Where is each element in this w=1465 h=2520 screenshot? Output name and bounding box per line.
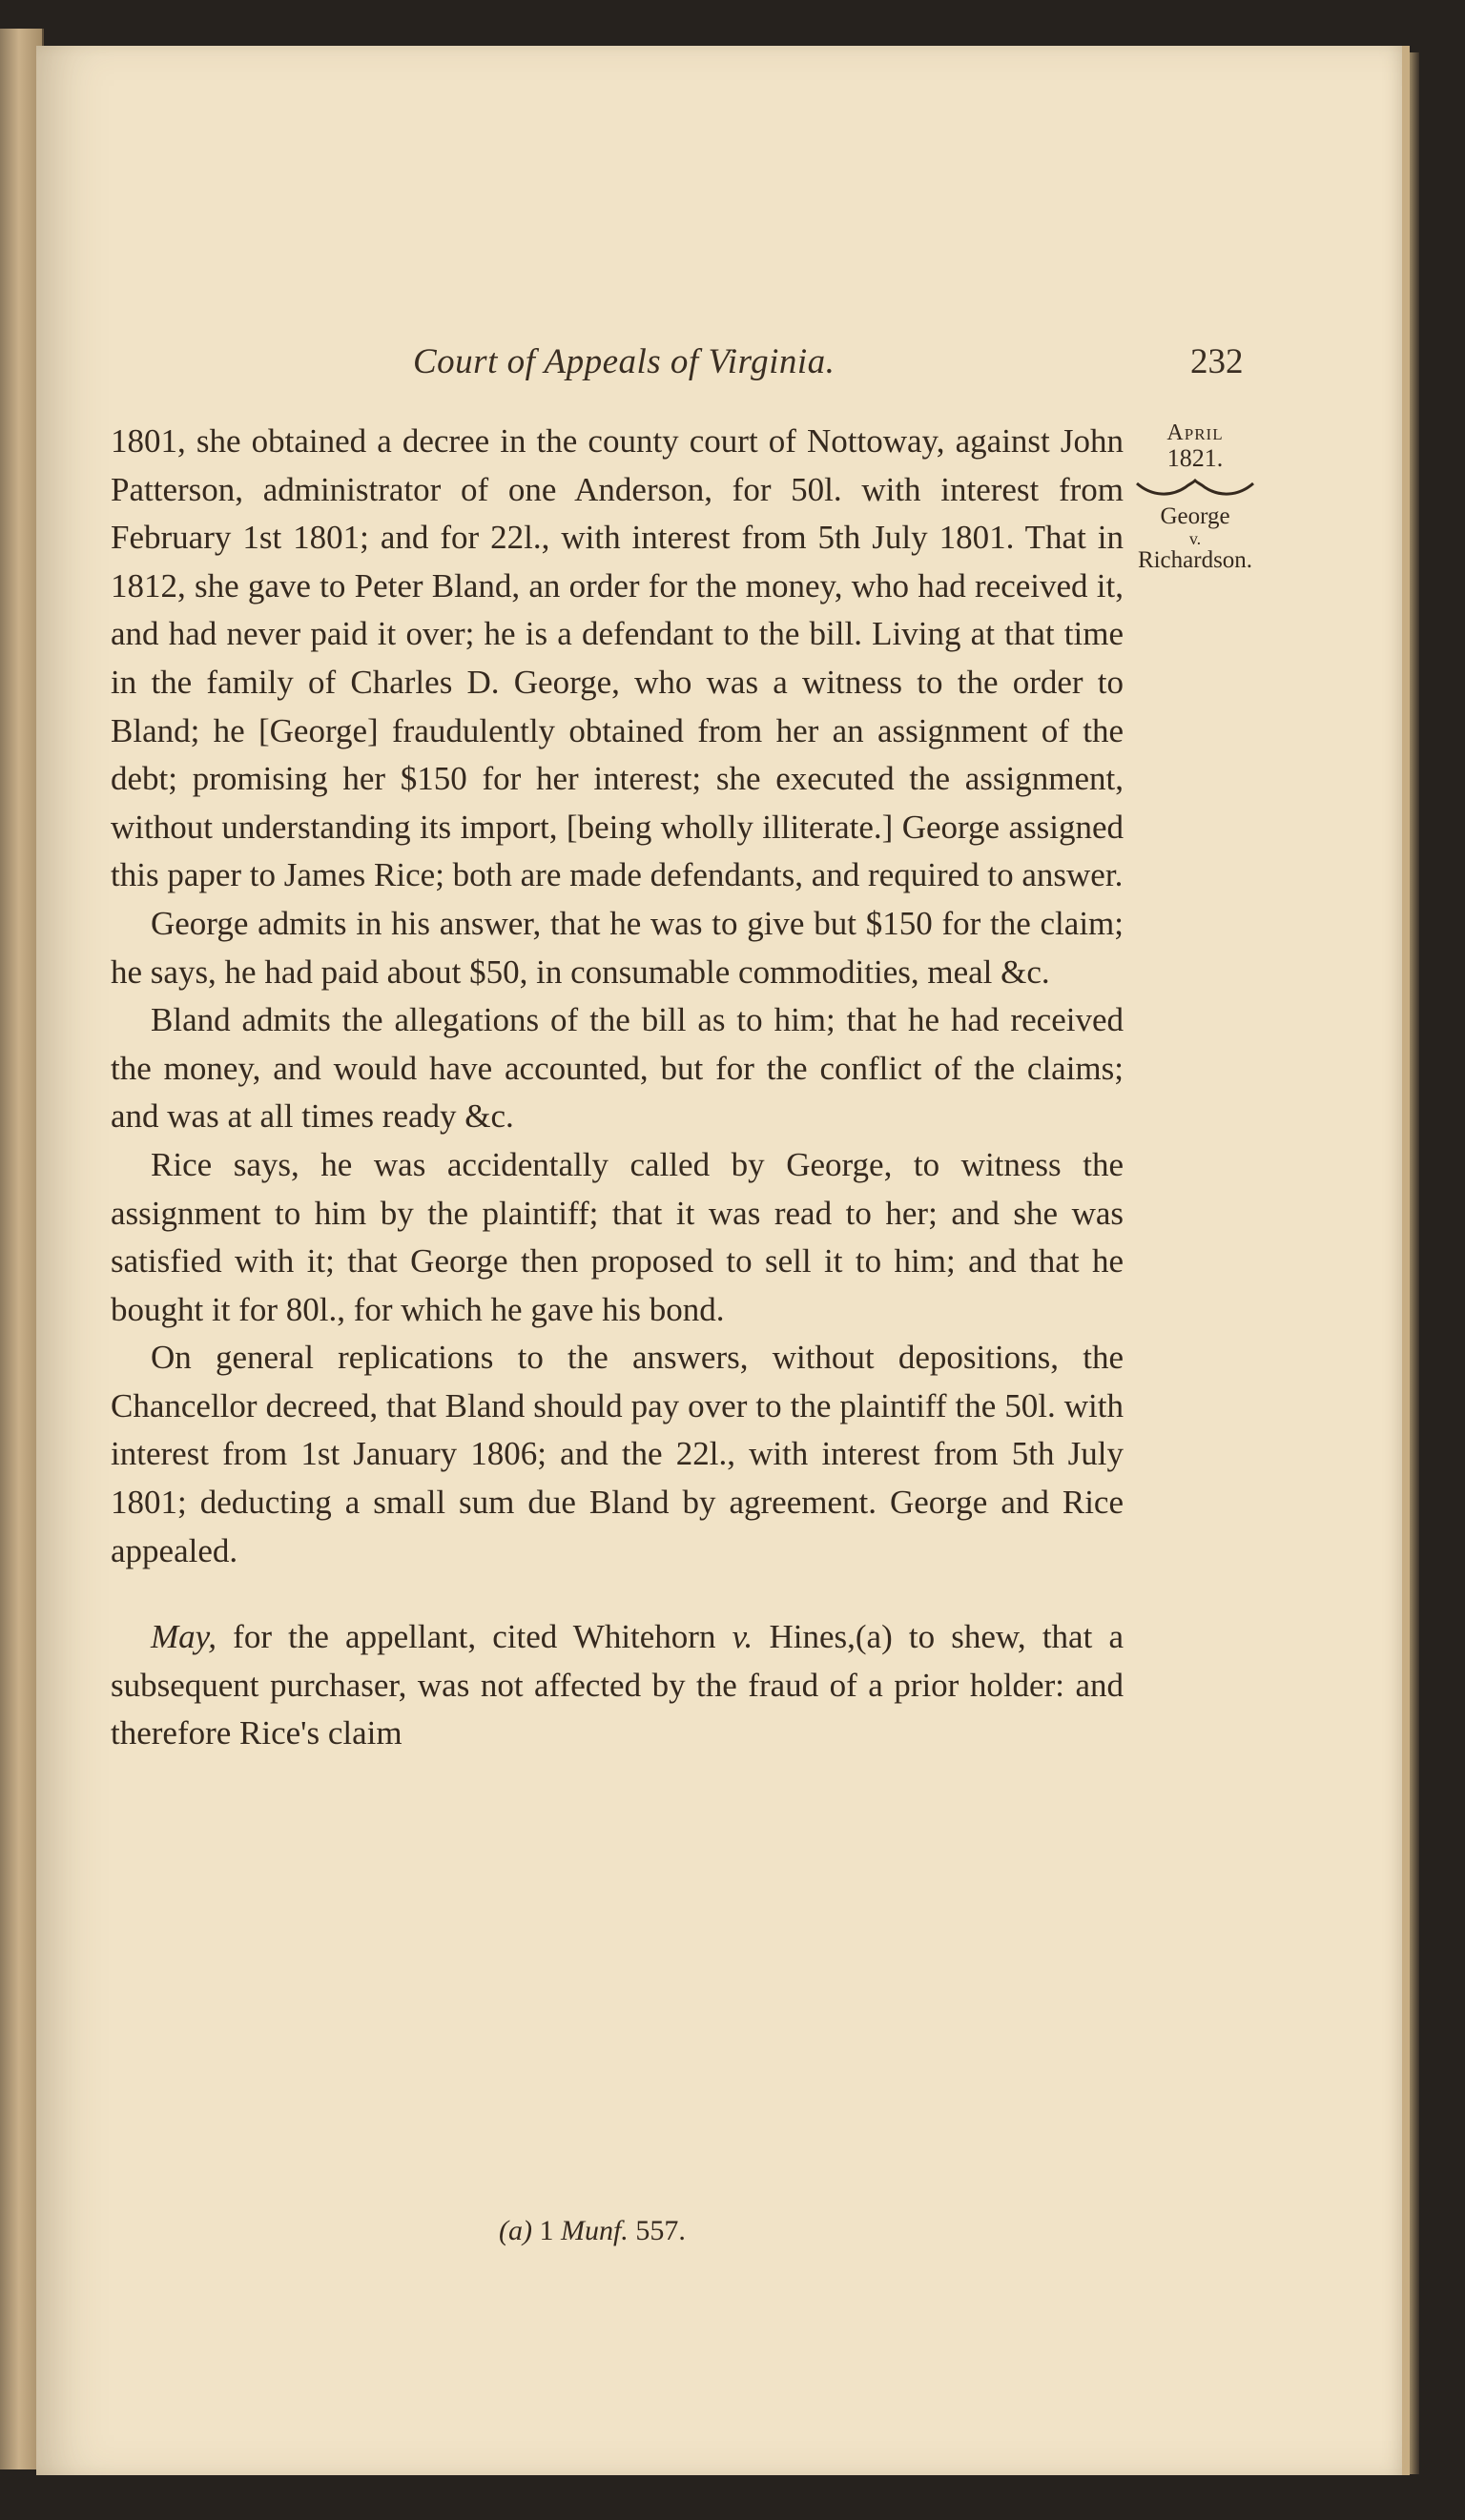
brace-ornament [1133,478,1257,499]
margin-note [1109,420,1281,575]
footnote-marker: (a) [499,2215,532,2246]
book-page [36,46,1410,2475]
counsel-name: May, [151,1618,217,1656]
paragraph-1: 1801, she obtained a decree in the county court of Nottoway, against John Patterson, administrator of one Anderson, for 50l. with interest from February 1st 1801; and for 22l., with interest from 5th July 1801. That in 1812, she gave to Peter Bland, an order for the money, who had received it, and had never paid it over; he is a defendant to the bill. Living at that time in the family of Charles D. George, who was a witness to the order to Bland; he [George] fraudulently obtained from her an assignment of the debt; promising her $150 for her interest; she executed the assignment, without understanding its import, [being wholly illiterate.] George assigned this paper to James Rice; both are made defendants, and required to answer. [111,422,1124,894]
paragraph-2: George admits in his answer, that he was to give but $150 for the claim; he says, he had paid about $50, in consumable commodities, meal &c. [111,904,1124,991]
margin-note-party-1: George [1160,503,1230,529]
running-title: Court of Appeals of Virginia. [413,342,836,381]
paragraph-4: Rice says, he was accidentally called by George, to witness the assignment to him by the plaintiff; that it was read to her; and she was satisfied with it; that George then proposed to sell it to him; and that he bought it for 80l., for which he gave his bond. [111,1145,1124,1328]
footnote [499,2215,686,2247]
paragraph-6-text-b: Hines,(a) to shew, that a subsequent purchaser, was not affected by the fraud of a prior holder: and therefore Rice's claim [111,1618,1125,1752]
page-number: 232 [1190,342,1244,381]
paragraph-3: Bland admits the allegations of the bill as to him; that he had received the money, and would have accounted, but for the conflict of the claims; and was at all times ready &c. [111,1001,1124,1136]
footnote-volume: 1 [539,2215,554,2246]
running-head [36,341,1402,389]
margin-note-month: April [1166,420,1224,445]
footnote-reporter: Munf. [560,2215,629,2246]
margin-note-versus: v. [1188,529,1202,548]
paragraph-6-text-a: for the appellant, cited Whitehorn [217,1618,732,1656]
footnote-page: 557. [635,2215,686,2246]
versus-abbrev: v. [732,1618,753,1656]
paragraph-5: On general replications to the answers, without depositions, the Chancellor decreed, that Bland should pay over to the plaintiff the 50l. with interest from 1st January 1806; and the 22l., with interest from 5th July 1801; deducting a small sum due Bland by agreement. George and Rice appealed. [111,1339,1124,1569]
margin-note-year: 1821. [1166,444,1224,472]
margin-note-party-2: Richardson. [1137,547,1253,573]
paragraph-6 [111,1613,1124,1758]
body-text [111,418,1124,1758]
